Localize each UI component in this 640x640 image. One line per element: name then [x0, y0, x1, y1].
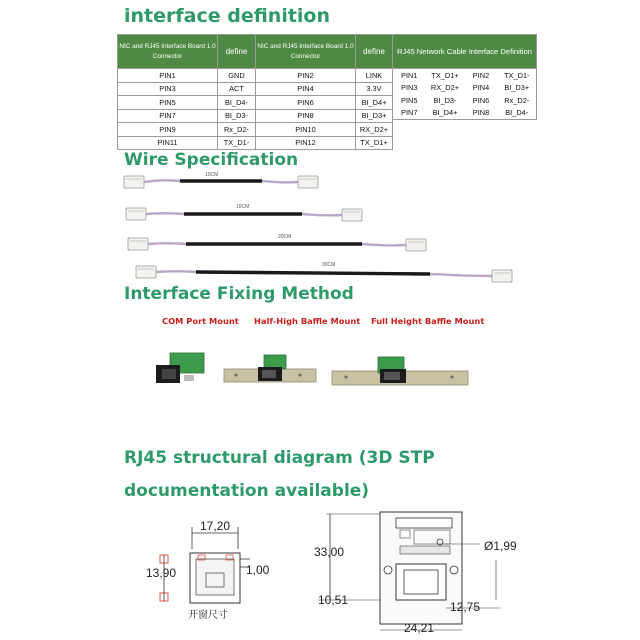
table-cell: LINK: [356, 69, 393, 83]
table-cell: PIN10: [256, 123, 356, 137]
table-row: [393, 82, 537, 95]
bottom-offset-label: 10,51: [318, 593, 349, 607]
window-size-caption: 开窗尺寸: [188, 610, 228, 621]
wire-specification-heading: Wire Specification: [124, 150, 299, 170]
table-cell: TX_D1-: [504, 70, 530, 80]
cable-length-label: 10CM: [205, 172, 219, 178]
interface-pin-table: [117, 34, 393, 150]
table-cell: PIN4: [472, 83, 490, 93]
table-cell: Rx_D2-: [504, 95, 530, 105]
table-header-cell: define: [218, 35, 256, 69]
cable-length-label: 20CM: [278, 234, 292, 240]
table-row: [118, 82, 393, 96]
table-cell: PIN7: [401, 108, 418, 118]
board-width-label: 24,21: [404, 621, 435, 635]
mount-caption: Full Height Baffle Mount: [371, 316, 485, 326]
window-height-label: 13,90: [146, 566, 177, 580]
cable-10cm: [124, 172, 318, 188]
table-cell: GND: [218, 69, 256, 83]
table-cell: PIN1: [401, 70, 418, 80]
table-header-cell: RJ45 Network Cable Interface Definition: [393, 35, 537, 69]
table-row: [118, 69, 393, 83]
cable-images: [0, 168, 640, 288]
table-cell: TX_D1-: [218, 136, 256, 150]
cable-15cm: [126, 204, 362, 221]
table-cell: TX_D1+: [431, 70, 459, 80]
table-header-cell: NIC and RJ45 Interface Board 1.0 Connector: [118, 35, 218, 69]
table-cell: BI_D3-: [433, 95, 457, 105]
table-cell: RX_D2+: [430, 83, 460, 93]
table-cell: TX_D1+: [356, 136, 393, 150]
right-offset-label: 12,75: [450, 600, 481, 614]
rj45-window-dimension-drawing: [140, 515, 280, 625]
table-cell: PIN5: [401, 95, 418, 105]
table-cell: PIN8: [256, 109, 356, 123]
table-cell: PIN8: [472, 108, 490, 118]
table-header-row: [393, 35, 537, 69]
rj45-cable-pin-table: [392, 34, 537, 120]
interface-fixing-heading: Interface Fixing Method: [124, 284, 354, 304]
table-cell: PIN1: [118, 69, 218, 83]
table-cell: BI_D4+: [356, 96, 393, 110]
rj45-diagram-heading: RJ45 structural diagram (3D STP documentation available): [124, 448, 435, 501]
table-cell: PIN6: [256, 96, 356, 110]
window-width-label: 17,20: [200, 519, 231, 533]
cable-length-label: 15CM: [236, 204, 250, 210]
interface-definition-heading: interface definition: [124, 5, 331, 27]
table-cell: BI_D3+: [504, 83, 530, 93]
table-row: [118, 109, 393, 123]
table-row: [393, 107, 537, 120]
table-cell: PIN2: [472, 70, 490, 80]
table-cell: PIN2: [256, 69, 356, 83]
table-cell: BI_D4-: [218, 96, 256, 110]
table-cell: PIN3: [401, 83, 418, 93]
table-row: [393, 69, 537, 82]
table-header-cell: NIC and RJ45 Interface Board 1.0 Connector: [256, 35, 356, 69]
table-header-cell: define: [356, 35, 393, 69]
cable-20cm: [128, 234, 426, 251]
cable-30cm: [136, 262, 512, 282]
table-row: [118, 123, 393, 137]
table-row: [118, 136, 393, 150]
mount-caption: Half-High Baffle Mount: [254, 316, 361, 326]
table-cell: PIN6: [472, 95, 490, 105]
table-cell: BI_D3+: [356, 109, 393, 123]
half-height-baffle-image: [224, 355, 316, 382]
mount-images: [0, 345, 640, 405]
window-offset-label: 1,00: [246, 563, 270, 577]
table-cell: BI_D3-: [218, 109, 256, 123]
table-cell: PIN7: [118, 109, 218, 123]
table-cell: Rx_D2-: [218, 123, 256, 137]
table-cell: BI_D4+: [432, 108, 458, 118]
table-cell: PIN11: [118, 136, 218, 150]
mount-hole-label: Ø1,99: [484, 539, 517, 553]
board-height-label: 33,00: [314, 545, 345, 559]
cable-length-label: 30CM: [322, 262, 336, 268]
table-row: [393, 94, 537, 107]
table-cell: PIN4: [256, 82, 356, 96]
table-cell: PIN5: [118, 96, 218, 110]
table-cell: BI_D4-: [505, 108, 529, 118]
table-cell: RX_D2+: [356, 123, 393, 137]
table-cell: ACT: [218, 82, 256, 96]
table-row: [118, 96, 393, 110]
table-header-row: [118, 35, 393, 69]
full-height-baffle-image: [332, 357, 468, 385]
table-cell: 3.3V: [356, 82, 393, 96]
table-cell: PIN3: [118, 82, 218, 96]
table-cell: PIN12: [256, 136, 356, 150]
com-port-mount-image: [156, 353, 204, 383]
table-cell: PIN9: [118, 123, 218, 137]
rj45-board-dimension-drawing: [300, 508, 540, 640]
mount-caption: COM Port Mount: [162, 316, 239, 326]
